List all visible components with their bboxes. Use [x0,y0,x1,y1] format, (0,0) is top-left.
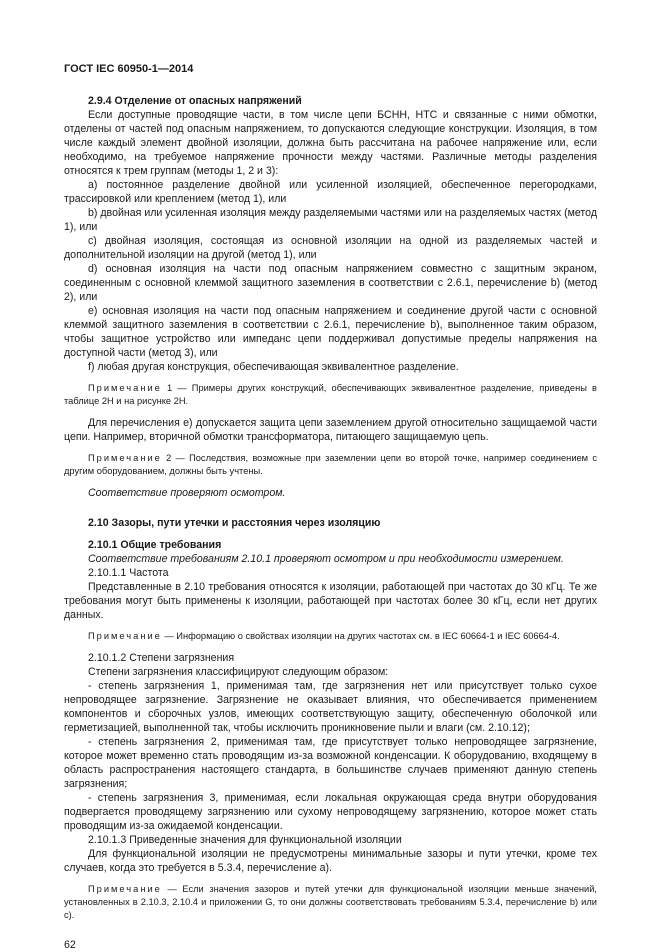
section-2-10-1-1-text: Представленные в 2.10 требования относятся к изоляции, работающей при частотах до 30 кГц. Те же требования могут быть применены к изоляции, работающей при частотах более 30 кГц, если нет других данных. [64,581,597,621]
note-text: — Информацию о свойствах изоляции на других частотах см. в IEC 60664-1 и IEC 60664-4. [161,631,560,641]
section-2-9-4-title: 2.9.4 Отделение от опасных напряжений [88,95,302,107]
pollution-degree-2: - степень загрязнения 2, применимая там, где присутствует только непроводящее загрязнение, которое может временно стать проводящим из-за возможной конденсации. К оборудованию, входящему в область распространения настоящего стандарта, в большинстве случаев применяют данную степень загрязнения; [64,736,597,790]
note-label: Примечание [88,884,162,894]
paragraph-enum-e: Для перечисления e) допускается защита цепи заземлением другой относительно защищаемой части цепи. Например, вторичной обмотки трансформатора, питающего защищаемую цепь. [64,417,597,443]
list-item-a: a) постоянное разделение двойной или усиленной изоляцией, обеспеченное перегородками, трассировкой или креплением (метод 1), или [64,179,597,205]
section-2-10-1-1-title: 2.10.1.1 Частота [88,567,169,579]
section-2-9-4-intro: Если доступные проводящие части, в том числе цепи БСНН, НТС и связанные с ними обмотки, отделены от частей под опасным напряжением, то допускаются следующие конструкции. Изоляция, в том числе каждый элемент двойной изоляции, должна быть рассчитана на рабочее напряжение или, если необходимо, на требуемое напряжение прочности между частями. Различные методы разделения относятся к трем группам (методы 1, 2 и 3): [64,109,597,177]
note-1 [64,382,597,408]
note-text: 1 — Примеры других конструкций, обеспечивающих эквивалентное разделение, приведены в таблице 2Н и на рисунке 2Н. [64,383,597,406]
list-item-c: c) двойная изоляция, состоящая из основной изоляции на одной из разделяемых частей и дополнительной изоляции на другой (метод 1), или [64,235,597,261]
section-2-10-1-compliance: Соответствие требованиям 2.10.1 проверяют осмотром и при необходимости измерением. [88,553,564,565]
note-label: Примечание [88,631,162,641]
note-2 [64,452,597,478]
note-text: 2 — Последствия, возможные при заземлении цепи во второй точке, например соединением с другим оборудованием, должны быть учтены. [64,453,597,476]
note-text: — Если значения зазоров и путей утечки для функциональной изоляции меньше значений, установленных в 2.10.3, 2.10.4 и приложении G, то они должны соответствовать требованиям 5.3.4, перечисление b) или c). [64,884,597,920]
list-item-b: b) двойная или усиленная изоляция между разделяемыми частями или на разделяемых частях (метод 1), или [64,207,597,233]
section-2-10-1-3-text: Для функциональной изоляции не предусмотрены минимальные зазоры и пути утечки, кроме тех случаев, когда это требуется в 5.3.4, перечисление a). [64,848,597,874]
document-header: ГОСТ IEC 60950-1—2014 [64,63,194,75]
section-2-10-1-3-title: 2.10.1.3 Приведенные значения для функциональной изоляции [88,834,402,846]
section-2-10-1-title: 2.10.1 Общие требования [88,539,222,551]
note-label: Примечание [88,453,162,463]
section-2-10-1-2-title: 2.10.1.2 Степени загрязнения [88,652,235,664]
document-page [64,62,597,952]
note-functional [64,883,597,922]
compliance-statement: Соответствие проверяют осмотром. [88,487,286,499]
pollution-degree-1: - степень загрязнения 1, применимая там, где загрязнения нет или присутствует только сухое непроводящее загрязнение. Загрязнение не оказывает влияния, что обеспечивается применением компонентов и сборочных узлов, имеющих соответствующую защиту, обеспеченную оболочкой или герметизацией, выполненной так, чтобы исключить проникновение пыли и влаги (см. 2.10.12); [64,680,597,734]
section-2-10-1-2-intro: Степени загрязнения классифицируют следующим образом: [88,666,389,678]
list-item-e: e) основная изоляция на части под опасным напряжением и соединение другой части с основной клеммой защитного заземления в соответствии с 2.6.1, перечисление b), выполненное таким образом, чтобы защитное устройство или импеданс цепи поддерживал допустимые пределы напряжения на доступной части (метод 3), или [64,305,597,359]
note-frequency [64,630,597,643]
list-item-d: d) основная изоляция на части под опасным напряжением совместно с защитным экраном, соединенным с основной клеммой защитного заземления в соответствии с 2.6.1, перечисление b) (метод 2), или [64,263,597,303]
page-number: 62 [64,939,76,951]
note-label: Примечание [88,383,162,393]
section-2-10-title: 2.10 Зазоры, пути утечки и расстояния через изоляцию [88,517,381,529]
pollution-degree-3: - степень загрязнения 3, применимая, если локальная окружающая среда внутри оборудования подвергается проводящему загрязнению или сухому непроводящему загрязнению, которое может стать проводящим из-за ожидаемой конденсации. [64,792,597,832]
list-item-f: f) любая другая конструкция, обеспечивающая эквивалентное разделение. [88,361,459,373]
